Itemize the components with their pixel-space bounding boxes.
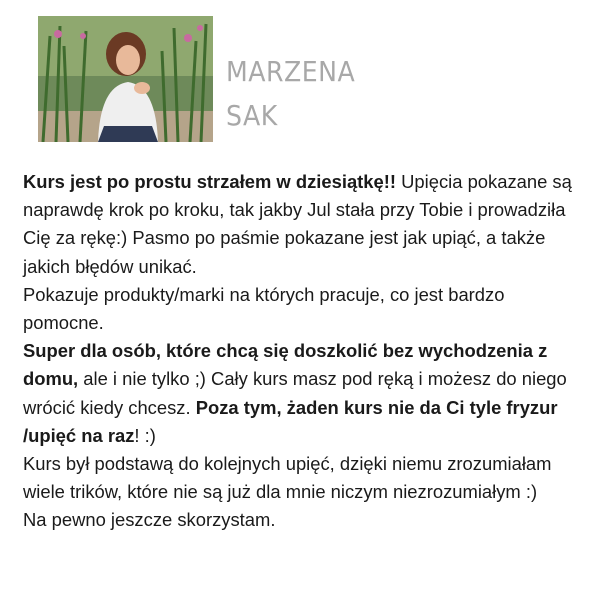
review-paragraph-5: Na pewno jeszcze skorzystam. (23, 509, 276, 531)
author-photo (38, 16, 213, 142)
review-paragraph-1: Kurs jest po prostu strzałem w dziesiątkę!! Upięcia pokazane są naprawdę krok po kroku, tak jakby Jul stała przy Tobie i prowadziła Cię za rękę:) Pasmo po paśmie pokazane jest jak upiąć, a także jakich błędów unikać. (23, 171, 572, 277)
review-paragraph-2: Pokazuje produkty/marki na których pracuje, co jest bardzo pomocne. (23, 283, 505, 334)
review-highlight: Poza tym, żaden kurs nie da Ci tyle fryzur /upięć na raz (23, 396, 558, 446)
review-paragraph-3: Super dla osób, które chcą się doszkolić bez wychodzenia z domu, ale i nie tylko ;) Cały kurs masz pod ręką i możesz do niego wrócić kiedy chcesz. Poza tym, żaden kurs nie da Ci tyle fryzur /upięć na raz! :) (23, 340, 567, 446)
review-paragraph-4: Kurs był podstawą do kolejnych upięć, dzięki niemu zrozumiałam wiele trików, które nie są już dla mnie niczym niezrozumiałym :) (23, 453, 552, 503)
review-text (23, 168, 583, 535)
review-highlight: Kurs jest po prostu strzałem w dziesiątkę!! (23, 171, 397, 192)
author-name (226, 50, 355, 138)
author-last-name: SAK (226, 99, 278, 132)
review-highlight: Super dla osób, które chcą się doszkolić bez wychodzenia z domu, (23, 340, 548, 390)
author-first-name: MARZENA (226, 55, 356, 88)
